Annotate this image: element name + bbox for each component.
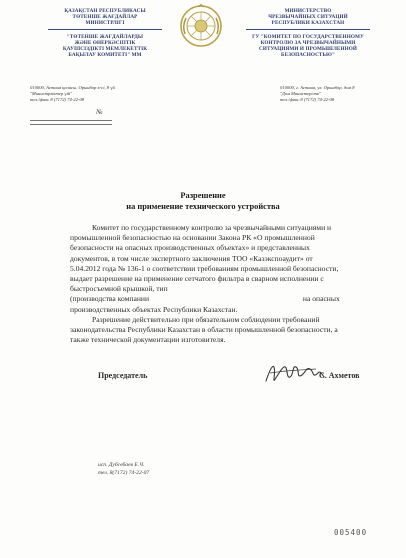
header-left-sub2: ЖӘНЕ ӨНЕРКӘСІПТІК (74, 39, 136, 46)
state-emblem-icon (179, 4, 223, 48)
body-p1-line8a: (производства компании (70, 294, 150, 304)
address-right-line2: "Дом Министерств" (280, 91, 321, 96)
address-right-line3: тел./факс 8 (7172) 74-22-08 (280, 97, 335, 102)
document-title (0, 190, 406, 212)
body-p1-line8b: на опасных (302, 294, 340, 304)
body-p1-line8 (70, 294, 372, 304)
header-right-sub3: СИТУАЦИЯМИ И ПРОМЫШЛЕННОЙ (258, 46, 358, 53)
handwritten-signature (262, 355, 326, 389)
header-right-sub1: ГУ "КОМИТЕТ ПО ГОСУДАРСТВЕННОМУ (252, 33, 364, 40)
body-paragraph-2 (70, 315, 372, 346)
header-right-sub4: БЕЗОПАСНОСТЬЮ" (281, 52, 335, 59)
body-p1-line3: безопасности на опасных производственных объектах» и представленных (70, 243, 310, 253)
body-p1-line5: 5.04.2012 года № 136-1 о соответствии требованиям промышленной безопасности, (70, 263, 339, 273)
title-line2: на применение технического устройства (126, 202, 280, 211)
address-right (280, 85, 390, 103)
body-p2-line1: Разрешение действительно при обязательном соблюдении требований (92, 314, 320, 324)
body-p1-line6: выдает разрешение на применение сетчатого фильтра в сварном исполнении с (70, 274, 324, 284)
signoff-name: С. Ахметов (319, 371, 360, 380)
header-left-line1: ҚАЗАҚСТАН РЕСПУБЛИКАСЫ (64, 8, 146, 14)
header-left-sub3: ҚАУІПСІЗДІКТІ МЕМЛЕКЕТТІК (62, 46, 148, 53)
header-right-line3: РЕСПУБЛИКИ КАЗАХСТАН (271, 20, 345, 27)
header-left-line2: ТӨТЕНШЕ ЖАҒДАЙЛАР (72, 14, 138, 21)
header-right-line1: МИНИСТЕРСТВО (284, 8, 332, 14)
body-p1-line1: Комитет по государственному контролю за чрезвычайными ситуациями и (92, 223, 332, 232)
header-right-line2: ЧРЕЗВЫЧАЙНЫХ СИТУАЦИЙ (268, 14, 348, 21)
header-right-russian (238, 8, 378, 58)
address-left (30, 85, 180, 103)
body-p2-line2: законодательства Республики Казахстан в области промышленной безопасности, а (70, 325, 338, 335)
header-right-sub2: КОНТРОЛЮ ЗА ЧРЕЗВЫЧАЙНЫМИ (260, 39, 356, 46)
header-left-sub1: "ТӨТЕНШЕ ЖАҒДАЙЛАРДЫ (66, 33, 144, 40)
header-right-rule (246, 29, 370, 30)
reference-number-mark: № (96, 108, 103, 116)
executor-line1: исп. Дубсебаев Е.Ч. (98, 462, 145, 468)
body-p2-line3: также технической документации изготовителя. (70, 335, 226, 345)
body-p1-line2: промышленной безопасностью на основании Закона РК «О промышленной (70, 233, 315, 243)
header-left-sub4: БАҚЫЛАУ КОМИТЕТІ" ММ (68, 52, 142, 59)
body-paragraph-1 (70, 223, 372, 315)
body-p1-line7: быстросъемной крышкой, тип (70, 284, 168, 294)
header-left-line3: МИНИСТРЛІГІ (85, 20, 125, 27)
document-body (70, 223, 372, 345)
address-left-line1: 010000, Астана қаласы, Орынбор к-сі, 8 үй (30, 85, 115, 90)
address-right-line1: 010000, г. Астана, ул. Орынбор, дом 8 (280, 85, 355, 90)
body-p1-line9: производственных объектах Республики Казахстан. (70, 304, 238, 314)
address-left-line3: тел./факс 8 (7172) 74-22-08 (30, 97, 85, 102)
header-left-rule (48, 29, 162, 30)
address-left-line2: "Министрліктер үйі" (30, 91, 73, 96)
serial-number: 005400 (334, 528, 368, 537)
title-line1: Разрешение (180, 191, 226, 200)
signoff-position: Председатель (98, 371, 148, 380)
body-p1-line4: документов, в том числе экспертного заключения ТОО «Казэкспоаудит» от (70, 253, 313, 263)
header-left-kazakh (40, 8, 170, 58)
reference-underline (30, 124, 112, 125)
executor-line2: тел. 8(7172) 74-22-07 (98, 469, 150, 476)
executor-info (98, 462, 149, 477)
